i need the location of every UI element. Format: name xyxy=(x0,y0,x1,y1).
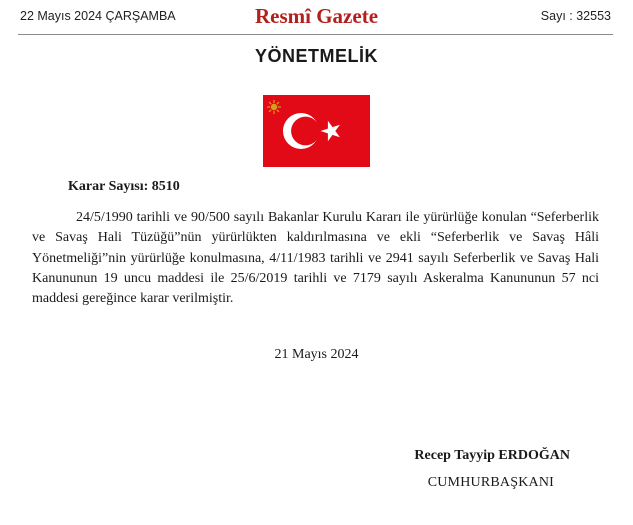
signatory-name: Recep Tayyip ERDOĞAN xyxy=(414,448,570,463)
signatory-title: CUMHURBAŞKANI xyxy=(427,475,554,490)
signed-date: 21 Mayıs 2024 xyxy=(274,347,359,362)
turkish-flag-icon xyxy=(263,95,370,167)
issue-number: Sayı : 32553 xyxy=(540,9,611,23)
publication-date: 22 Mayıs 2024 ÇARŞAMBA xyxy=(20,9,176,23)
gazette-title: Resmî Gazete xyxy=(254,4,379,28)
sun-emblem-icon xyxy=(267,100,281,114)
gazette-header xyxy=(0,0,633,36)
decision-number: Karar Sayısı: 8510 xyxy=(68,179,180,194)
header-divider xyxy=(18,34,613,35)
decision-paragraph: 24/5/1990 tarihli ve 90/500 sayılı Bakanlar Kurulu Kararı ile yürürlüğe konulan “Seferberlik ve Savaş Hali Tüzüğü”nün yürürlükten kaldırılmasına ve ekli “Seferberlik ve Savaş Hâli Yönetmeliği”nin yürürlüğe konulmasına, 4/11/1983 tarihli ve 2941 sayılı Seferberlik ve Savaş Hali Kanununun 19 uncu maddesi ile 25/6/2019 tarihli ve 7179 sayılı Askeralma Kanununun 57 nci maddesi gereğince karar verilmiştir. xyxy=(32,210,599,307)
section-title: YÖNETMELİK xyxy=(254,46,378,66)
